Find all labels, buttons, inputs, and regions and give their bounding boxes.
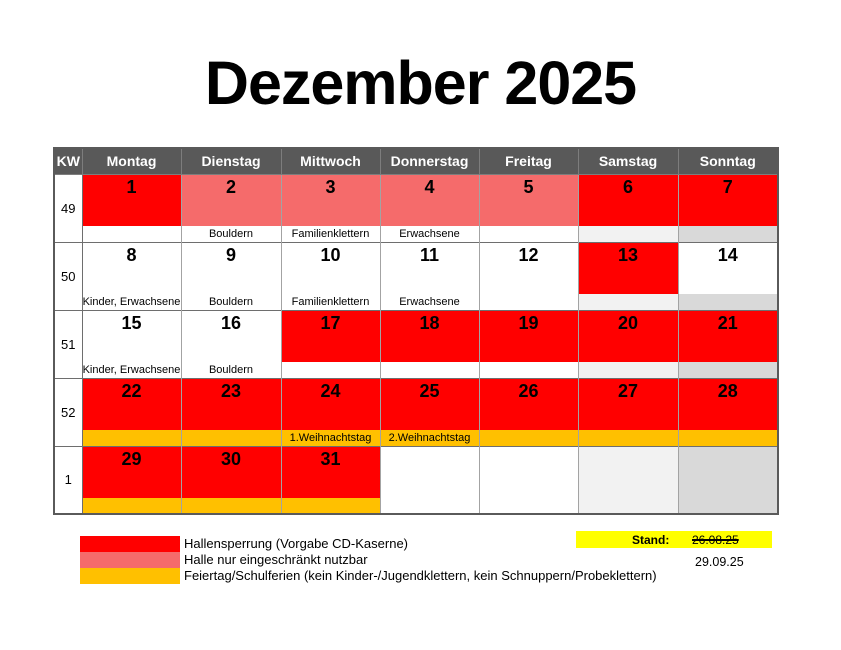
day-label-cell <box>678 362 778 378</box>
header-cell-friday: Freitag <box>479 148 578 174</box>
page-title: Dezember 2025 <box>204 49 637 117</box>
kw-cell: 49 <box>54 174 82 242</box>
day-label-cell: Bouldern <box>181 294 281 310</box>
day-cell: 25 <box>380 378 479 430</box>
stand-highlight <box>576 531 772 548</box>
day-label-cell <box>678 294 778 310</box>
day-cell: 16 <box>181 310 281 362</box>
day-cell: 21 <box>678 310 778 362</box>
legend-label: Feiertag/Schulferien (kein Kinder-/Jugendklettern, kein Schnuppern/Probeklettern) <box>184 568 657 583</box>
day-label-cell: Bouldern <box>181 362 281 378</box>
header-cell-kw: KW <box>54 148 82 174</box>
header-cell-sunday: Sonntag <box>678 148 778 174</box>
holiday-label-cell: 1.Weihnachtstag <box>281 430 380 446</box>
day-cell <box>578 446 678 498</box>
day-cell: 5 <box>479 174 578 226</box>
day-cell: 19 <box>479 310 578 362</box>
day-cell: 15 <box>82 310 181 362</box>
day-label-cell <box>578 362 678 378</box>
day-cell: 12 <box>479 242 578 294</box>
stand-new-date: 29.09.25 <box>695 555 744 569</box>
day-label-cell <box>479 294 578 310</box>
kw-cell: 50 <box>54 242 82 310</box>
day-cell: 31 <box>281 446 380 498</box>
calendar-table <box>53 147 779 515</box>
legend-item-holiday <box>80 568 657 584</box>
legend-item-closed <box>80 536 657 552</box>
day-cell: 22 <box>82 378 181 430</box>
week-row <box>54 446 778 498</box>
day-cell: 2 <box>181 174 281 226</box>
day-label-cell: Bouldern <box>181 226 281 242</box>
day-label-cell <box>578 498 678 514</box>
day-label-cell <box>479 498 578 514</box>
week-row <box>54 174 778 226</box>
day-cell: 13 <box>578 242 678 294</box>
day-cell: 29 <box>82 446 181 498</box>
day-label-cell: Erwachsene <box>380 294 479 310</box>
day-label-cell <box>281 362 380 378</box>
day-label-cell <box>479 362 578 378</box>
day-label-cell: Kinder, Erwachsene <box>82 294 181 310</box>
day-cell: 30 <box>181 446 281 498</box>
day-label-cell <box>82 498 181 514</box>
kw-cell: 51 <box>54 310 82 378</box>
day-label-cell <box>82 430 181 446</box>
day-label-cell <box>181 430 281 446</box>
header-cell-saturday: Samstag <box>578 148 678 174</box>
day-cell: 8 <box>82 242 181 294</box>
week-label-row <box>54 430 778 446</box>
day-cell: 4 <box>380 174 479 226</box>
day-cell: 3 <box>281 174 380 226</box>
week-row <box>54 242 778 294</box>
day-label-cell: Erwachsene <box>380 226 479 242</box>
day-label-cell <box>479 226 578 242</box>
day-cell: 10 <box>281 242 380 294</box>
day-label-cell <box>678 430 778 446</box>
week-label-row <box>54 294 778 310</box>
day-cell: 14 <box>678 242 778 294</box>
day-cell: 6 <box>578 174 678 226</box>
day-label-cell <box>181 498 281 514</box>
day-label-cell: Kinder, Erwachsene <box>82 362 181 378</box>
stand-old-date: 26.08.25 <box>692 533 739 547</box>
stand-label: Stand: <box>632 533 670 547</box>
day-cell <box>479 446 578 498</box>
day-cell: 18 <box>380 310 479 362</box>
legend-label: Hallensperrung (Vorgabe CD-Kaserne) <box>184 536 409 551</box>
day-cell: 7 <box>678 174 778 226</box>
day-cell: 24 <box>281 378 380 430</box>
header-cell-thursday: Donnerstag <box>380 148 479 174</box>
day-label-cell <box>380 498 479 514</box>
day-label-cell <box>281 498 380 514</box>
header-cell-wednesday: Mittwoch <box>281 148 380 174</box>
week-label-row <box>54 226 778 242</box>
header-cell-tuesday: Dienstag <box>181 148 281 174</box>
day-label-cell: Familienklettern <box>281 226 380 242</box>
day-label-cell <box>82 226 181 242</box>
day-cell: 28 <box>678 378 778 430</box>
holiday-label-cell: 2.Weihnachtstag <box>380 430 479 446</box>
day-cell: 17 <box>281 310 380 362</box>
header-cell-monday: Montag <box>82 148 181 174</box>
day-cell: 20 <box>578 310 678 362</box>
day-label-cell <box>578 294 678 310</box>
day-label-cell <box>479 430 578 446</box>
day-label-cell <box>578 430 678 446</box>
day-cell <box>678 446 778 498</box>
kw-cell: 52 <box>54 378 82 446</box>
day-cell: 11 <box>380 242 479 294</box>
legend-item-restricted <box>80 552 657 568</box>
week-label-row <box>54 498 778 514</box>
legend-swatch-red <box>80 536 180 552</box>
day-label-cell <box>678 498 778 514</box>
day-cell: 27 <box>578 378 678 430</box>
legend-label: Halle nur eingeschränkt nutzbar <box>184 552 368 567</box>
day-cell: 9 <box>181 242 281 294</box>
day-label-cell <box>380 362 479 378</box>
legend-swatch-orange <box>80 568 180 584</box>
day-cell: 1 <box>82 174 181 226</box>
week-row <box>54 378 778 430</box>
kw-cell: 1 <box>54 446 82 514</box>
legend <box>80 536 657 584</box>
day-cell: 26 <box>479 378 578 430</box>
legend-swatch-pink <box>80 552 180 568</box>
stand-info <box>576 531 772 569</box>
day-label-cell <box>678 226 778 242</box>
weekday-header-row <box>54 148 778 174</box>
day-cell: 23 <box>181 378 281 430</box>
day-label-cell: Familienklettern <box>281 294 380 310</box>
day-label-cell <box>578 226 678 242</box>
week-label-row <box>54 362 778 378</box>
day-cell <box>380 446 479 498</box>
week-row <box>54 310 778 362</box>
